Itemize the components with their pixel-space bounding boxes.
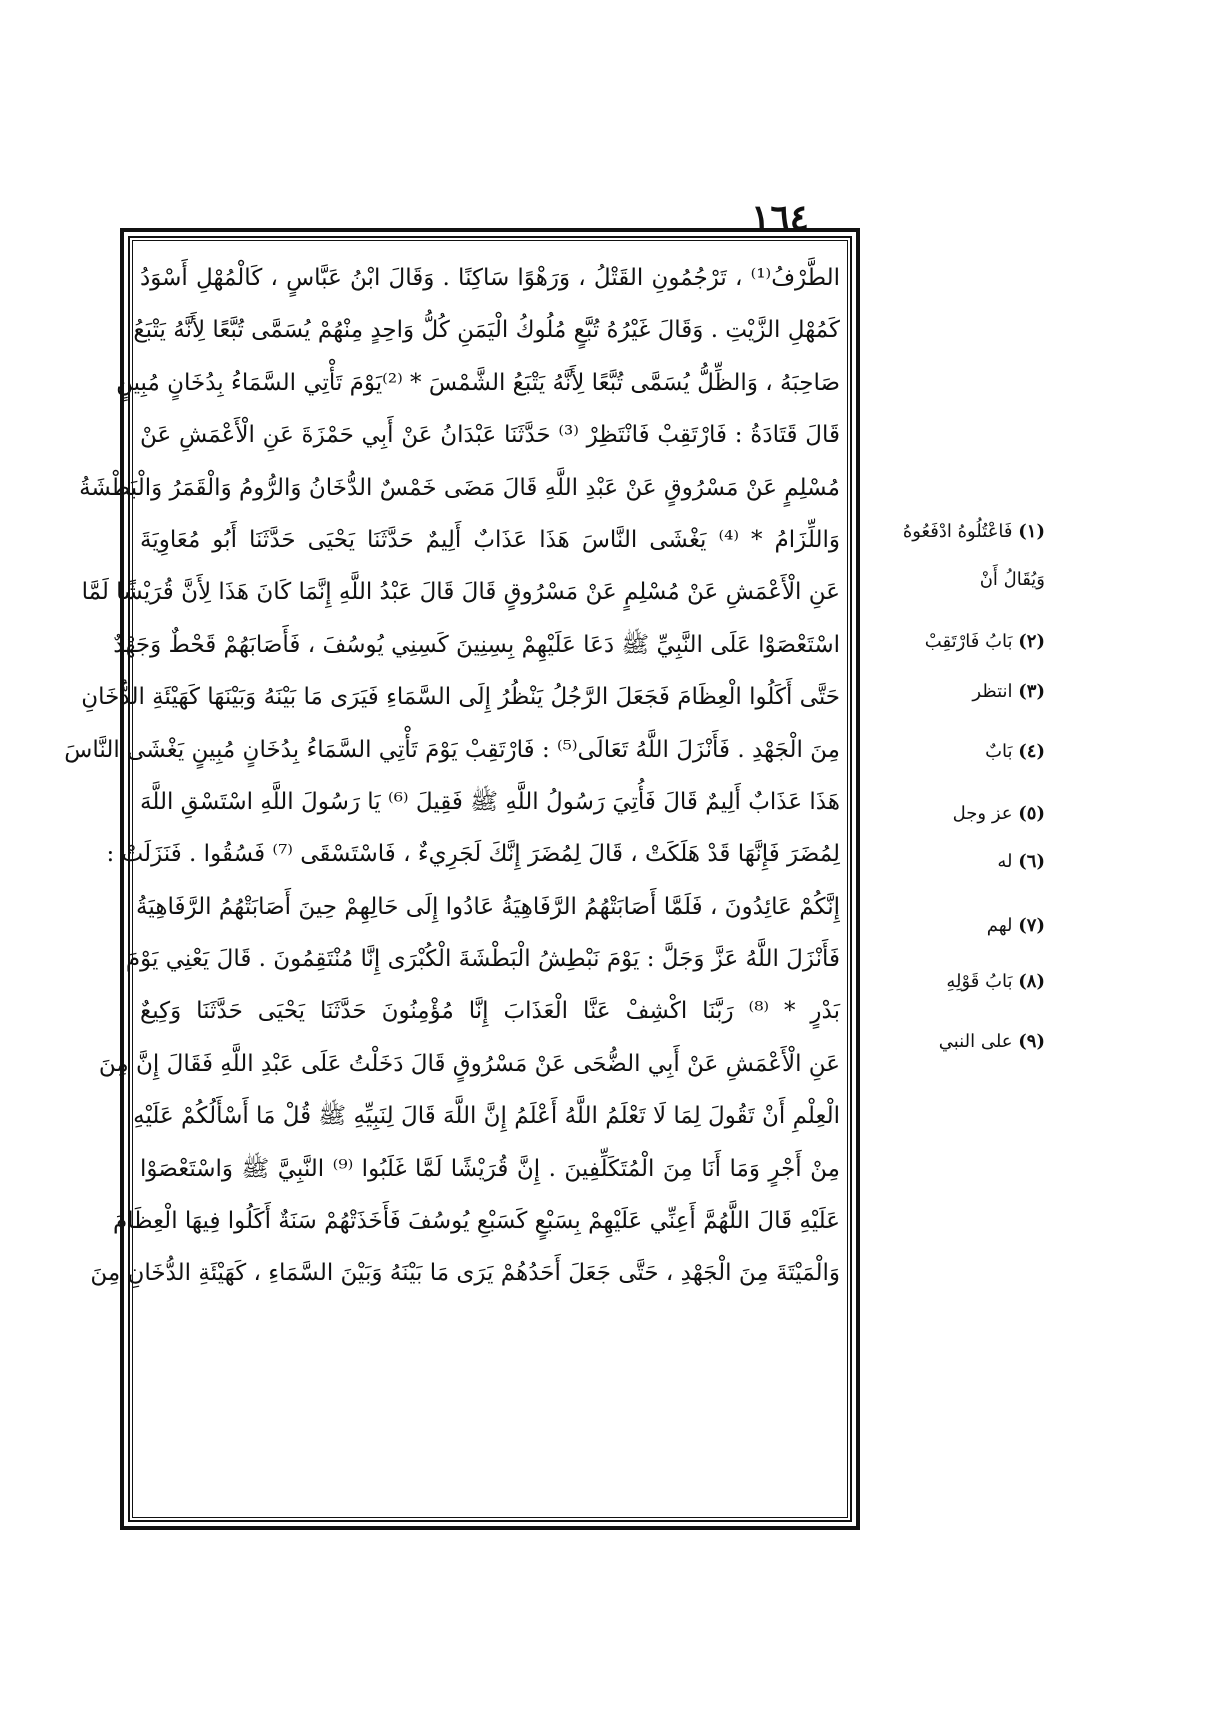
margin-note-5 xyxy=(870,802,1045,826)
note-text: لهم xyxy=(986,915,1013,936)
text-line: مُسْلِمٍ عَنْ مَسْرُوقٍ عَنْ عَبْدِ اللَّهِ قَالَ مَضَى خَمْسٌ الدُّخَانُ وَالرُّومُ وَالْقَمَرُ وَالْبَطْشَةُ xyxy=(79,474,840,501)
note-number: (٤) xyxy=(1018,741,1045,762)
note-number: (٨) xyxy=(1018,971,1045,992)
margin-note-2 xyxy=(870,630,1045,654)
note-number: (٧) xyxy=(1018,915,1045,936)
text-line: عَنِ الْأَعْمَشِ عَنْ مُسْلِمٍ عَنْ مَسْرُوقٍ قَالَ قَالَ عَبْدُ اللَّهِ إِنَّمَا كَانَ هَذَا لِأَنَّ قُرَيْشًا لَمَّا xyxy=(81,579,840,606)
text-line: عَنِ الْأَعْمَشِ عَنْ أَبِي الضُّحَى عَنْ مَسْرُوقٍ قَالَ دَخَلْتُ عَلَى عَبْدِ اللَّهِ فَقَالَ إِنَّ مِنَ xyxy=(98,1050,840,1077)
margin-note-6 xyxy=(870,850,1045,874)
text-line: لِمُضَرَ فَإِنَّهَا قَدْ هَلَكَتْ ، قَالَ لِمُضَرَ إِنَّكَ لَجَرِيءٌ ، فَاسْتَسْقَى ⁽⁷⁾ فَسُقُوا . فَنَزَلَتْ : xyxy=(106,841,840,868)
text-line: فَأَنْزَلَ اللَّهُ عَزَّ وَجَلَّ : يَوْمَ نَبْطِشُ الْبَطْشَةَ الْكُبْرَى إِنَّا مُنْتَقِمُونَ . قَالَ يَعْنِي يَوْمَ xyxy=(125,946,840,973)
text-line: الطَّرْفُ⁽¹⁾ ، تَرْجُمُونِ القَتْلُ ، وَرَهْوًا سَاكِنًا . وَقَالَ ابْنُ عَبَّاسٍ ، كَالْمُهْلِ أَسْوَدُ xyxy=(140,265,840,291)
main-text-block xyxy=(64,252,841,1512)
margin-note-1 xyxy=(870,520,1045,544)
margin-note-8 xyxy=(870,970,1045,994)
text-line: كَمُهْلِ الزَّيْتِ . وَقَالَ غَيْرُهُ تُبَّعٍ مُلُوكُ الْيَمَنِ كُلُّ وَاحِدٍ مِنْهُمْ يُسَمَّى تُبَّعًا لِأَنَّهُ يَتْبَعُ xyxy=(133,317,840,344)
text-line: اسْتَعْصَوْا عَلَى النَّبِيِّ ﷺ دَعَا عَلَيْهِمْ بِسِنِينَ كَسِنِي يُوسُفَ ، فَأَصَابَهُمْ قَحْطٌ وَجَهْدٌ xyxy=(113,631,840,658)
note-number: (٥) xyxy=(1018,803,1045,824)
text-line: عَلَيْهِ قَالَ اللَّهُمَّ أَعِنِّي عَلَيْهِمْ بِسَبْعٍ كَسَبْعِ يُوسُفَ فَأَخَذَتْهُمْ سَنَةٌ أَكَلُوا فِيهَا الْعِظَامَ xyxy=(112,1208,840,1235)
note-text: بَابٌ xyxy=(985,741,1013,762)
margin-note-1-continued xyxy=(870,568,1045,592)
text-line: مِنَ الْجَهْدِ . فَأَنْزَلَ اللَّهُ تَعَالَى⁽⁵⁾ : فَارْتَقِبْ يَوْمَ تَأْتِي السَّمَاءُ بِدُخَانٍ مُبِينٍ يَغْشَى النَّاسَ xyxy=(64,736,840,763)
page-number: ١٦٤ xyxy=(750,197,809,239)
margin-note-7 xyxy=(870,914,1045,938)
text-line: قَالَ قَتَادَةُ : فَارْتَقِبْ فَانْتَظِرْ ⁽³⁾ حَدَّثَنَا عَبْدَانُ عَنْ أَبِي حَمْزَةَ عَنِ الْأَعْمَشِ عَنْ xyxy=(140,422,840,449)
text-line: مِنْ أَجْرٍ وَمَا أَنَا مِنَ الْمُتَكَلِّفِينَ . إِنَّ قُرَيْشًا لَمَّا غَلَبُوا ⁽⁹⁾ النَّبِيَّ ﷺ وَاسْتَعْصَوْا xyxy=(140,1155,840,1182)
margin-note-9 xyxy=(870,1030,1045,1054)
text-line: إِنَّكُمْ عَائِدُونَ ، فَلَمَّا أَصَابَتْهُمُ الرَّفَاهِيَةُ عَادُوا إِلَى حَالِهِمْ حِينَ أَصَابَتْهُمُ الرَّفَاهِيَةُ xyxy=(136,893,840,920)
note-text: بَابُ فَارْتَقِبْ xyxy=(924,631,1013,652)
text-line: الْعِلْمِ أَنْ تَقُولَ لِمَا لَا تَعْلَمُ اللَّهُ أَعْلَمُ إِنَّ اللَّهَ قَالَ لِنَبِيِّهِ ﷺ قُلْ مَا أَسْأَلُكُمْ عَلَيْهِ xyxy=(133,1103,840,1130)
note-text: بَابُ قَوْلِهِ xyxy=(946,971,1013,992)
text-line: صَاحِبَهُ ، وَالظِّلُّ يُسَمَّى تُبَّعًا لِأَنَّهُ يَتْبَعُ الشَّمْسَ * ⁽²⁾يَوْمَ تَأْتِي السَّمَاءُ بِدُخَانٍ مُبِينٍ xyxy=(116,369,840,396)
margin-notes xyxy=(870,520,1045,1200)
note-text: عز وجل xyxy=(952,803,1013,824)
margin-note-4 xyxy=(870,740,1045,764)
note-number: (١) xyxy=(1018,521,1045,542)
text-line: وَاللِّزَامُ * ⁽⁴⁾ يَغْشَى النَّاسَ هَذَا عَذَابٌ أَلِيمٌ حَدَّثَنَا يَحْيَى حَدَّثَنَا أَبُو مُعَاوِيَةَ xyxy=(140,526,840,553)
note-text: وَيُقَالُ أَنْ xyxy=(979,569,1045,590)
text-line: هَذَا عَذَابٌ أَلِيمٌ قَالَ فَأُتِيَ رَسُولُ اللَّهِ ﷺ فَقِيلَ ⁽⁶⁾ يَا رَسُولَ اللَّهِ اسْتَسْقِ اللَّهَ xyxy=(140,788,841,815)
text-line: وَالْمَيْتَةَ مِنَ الْجَهْدِ ، حَتَّى جَعَلَ أَحَدُهُمْ يَرَى مَا بَيْنَهُ وَبَيْنَ السَّمَاءِ ، كَهَيْئَةِ الدُّخَانِ مِنَ xyxy=(90,1260,840,1287)
note-number: (٢) xyxy=(1018,631,1045,652)
note-number: (٩) xyxy=(1018,1031,1045,1052)
note-text: انتظر xyxy=(972,681,1013,702)
text-line: بَدْرٍ * ⁽⁸⁾ رَبَّنَا اكْشِفْ عَنَّا الْعَذَابَ إِنَّا مُؤْمِنُونَ حَدَّثَنَا يَحْيَى حَدَّثَنَا وَكِيعٌ xyxy=(140,998,840,1025)
note-text: له xyxy=(997,851,1013,872)
note-text: على النبي xyxy=(938,1031,1013,1052)
note-number: (٣) xyxy=(1018,681,1045,702)
margin-note-3 xyxy=(870,680,1045,704)
note-number: (٦) xyxy=(1018,851,1045,872)
note-text: فَاعْتُلُوهُ ادْفَعُوهُ xyxy=(902,521,1013,542)
text-line: حَتَّى أَكَلُوا الْعِظَامَ فَجَعَلَ الرَّجُلُ يَنْظُرُ إِلَى السَّمَاءِ فَيَرَى مَا بَيْنَهُ وَبَيْنَهَا كَهَيْئَةِ الدُّخَانِ xyxy=(81,684,840,711)
